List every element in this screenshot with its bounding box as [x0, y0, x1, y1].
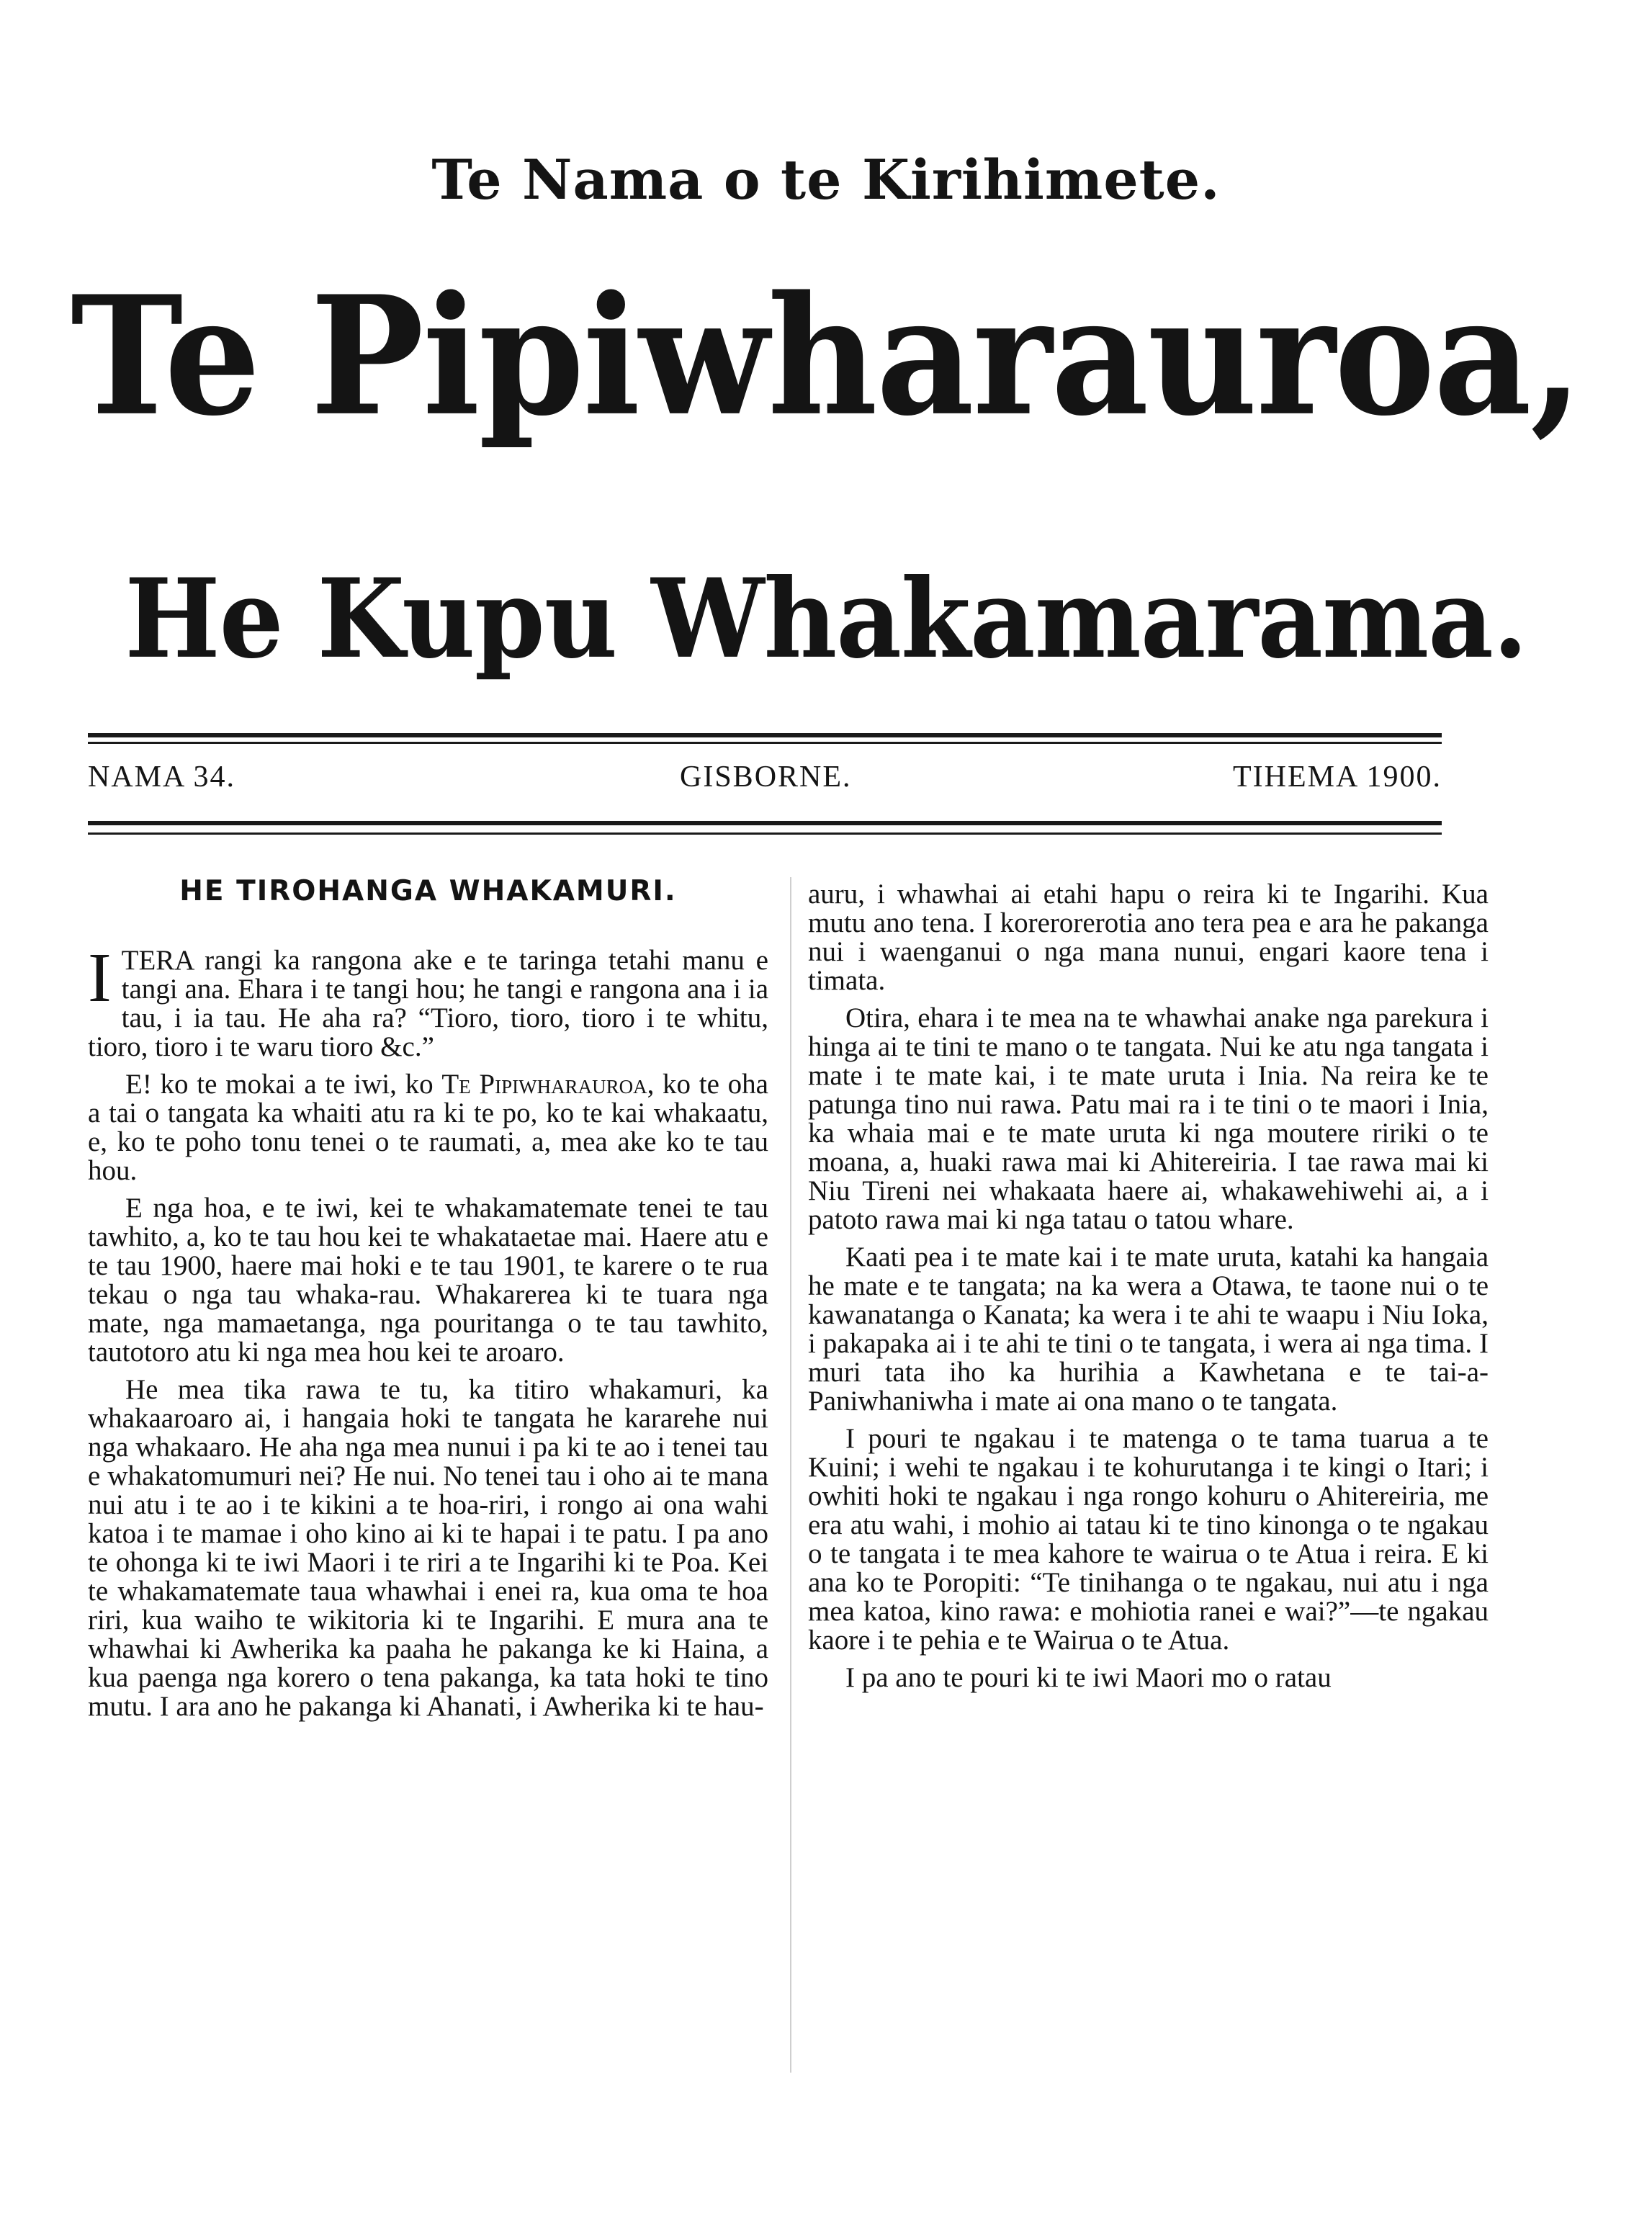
article-paragraph-4: He mea tika rawa te tu, ka titiro whakamuri, ka whakaaroaro ai, i hangaia hoki te tangata he kararehe nui nga whakaaro. He aha nga mea nunui i pa ki te ao i tenei tau e whakatomumuri nei? He nui. No tenei tau i oho ai te mana nui atu i te ao i te kikini a te hoa-riri, i rongo ai ona wahi katoa i te mamae i oho kino ai ki te hapai i te patu. I pa ano te ohonga ki te iwi Maori i te riri a te Ingarihi ki te Poa. Kei te whakamatemate taua whawhai i enei ra, kua oma te hoa riri, kua waiho te wikitoria ki te Ingarihi. E mura ana te whawhai ki Awherika ka paaha he pakanga ke ki Haina, a kua paenga nga korero o tena pakanga, ka tata hoki te tino mutu. I ara ano he pakanga ki Ahanati, i Awherika ki te hau-	[88, 1374, 768, 1722]
article-paragraph-4-continued: auru, i whawhai ai etahi hapu o reira ki te Ingarihi. Kua mutu ano tena. I korerorerotia ano tera pea e ara he pakanga nui i waenganui o nga mana nunui, engari kaore tena i timata.	[808, 879, 1489, 996]
article-paragraph-2: E! ko te mokai a te iwi, ko Te Pipiwharauroa, ko te oha a tai o tangata ka whaiti atu ra ki te po, ko te kai whakaatu, e, ko te poho tonu tenei o te raumati, a, mea ake ko te tau hou.	[88, 1069, 768, 1186]
bottom-rule-thick	[88, 821, 1442, 825]
article-paragraph-5: Otira, ehara i te mea na te whawhai anake nga parekura i hinga ai te tini te mano o te tangata. Nui ke atu nga tangata i mate i te mate kai, i te mate uruta i Inia. Na reira ke te patunga tino nui rawa. Patu mai ra i te tini o te maori i Inia, ka whaia mai e te mate uruta ki nga moutere ririki o te moana, a, huaki rawa mai ki Ahitereiria. I tae rawa mai ki Niu Tireni nei whakaata haere ai, whakawehiwehi ai, a i patoto rawa mai ki nga tatau o tatou whare.	[808, 1002, 1489, 1235]
article-heading: HE TIROHANGA WHAKAMURI.	[179, 875, 677, 907]
top-rule-thin	[88, 742, 1442, 744]
publication-place: GISBORNE.	[680, 760, 852, 794]
article-paragraph-6: Kaati pea i te mate kai i te mate uruta, katahi ka hangaia he mate e te tangata; na ka wera a Otawa, te taone nui o te kawanatanga o Kanata; ka wera i te ahi te waapu i Niu Ioka, i pakapaka ai i te ahi te tini o te tangata, i wera ai nga tima. I muri tata iho ka hurihia a Kawhetana e te tai-a-Paniwhaniwha i mate ai ona mano o te tangata.	[808, 1242, 1489, 1417]
newspaper-name-reference: Te Pipiwharauroa	[441, 1069, 647, 1100]
column-divider	[790, 877, 791, 2073]
article-column-left	[88, 877, 768, 1730]
article-paragraph-3: E nga hoa, e te iwi, kei te whakamatemate tenei te tau tawhito, a, ko te tau hou kei te whakataetae mai. Haere atu e te tau 1900, haere mai hoki e te tau 1901, te karere o te rua tekau o nga tau whaka-rau. Whakarerea ki te tuara nga mate, nga mamaetanga, nga pouritanga o te tau tawhito, tautotoro atu ki nga mea hou kei te aroaro.	[88, 1193, 768, 1368]
article-paragraph-8: I pa ano te pouri ki te iwi Maori mo o ratau	[845, 1662, 1332, 1693]
article-column-right	[808, 880, 1489, 1701]
top-rule-thick	[88, 733, 1442, 737]
issue-date: TIHEMA 1900.	[1233, 760, 1442, 794]
article-paragraph-7: I pouri te ngakau i te matenga o te tama tuarua a te Kuini; i wehi te ngakau i te kohurutanga i te kingi o Itari; i owhiti hoki te ngakau i nga rongo kohuru o Ahitereiria, me era atu wahi, i mohio ai tatau ki te tino kinonga o te ngakau o te tangata i te mea kahore te wairua o te Atua i reira. E ki ana ko te Poropiti: “Te tinihanga o te ngakau, nui atu i nga mea katoa, kino rawa: e mohiotia ranei e wai?”—te ngakau kaore i te pehia e te Wairua o te Atua.	[808, 1423, 1489, 1656]
drop-cap: I	[88, 939, 112, 1017]
issue-number: NAMA 34.	[88, 760, 236, 794]
masthead-subtitle: He Kupu Whakamarama.	[125, 555, 1527, 683]
masthead-title: Te Pipiwharauroa,	[71, 260, 1581, 452]
dateline	[88, 760, 1442, 803]
christmas-issue-title: Te Nama o te Kirihimete.	[431, 148, 1221, 212]
article-paragraph-1: ITERA rangi ka rangona ake e te taringa tetahi manu e tangi ana. Ehara i te tangi hou; he tangi e rangona ana i ia tau, i ia tau. He aha ra? “Tioro, tioro, tioro i te whitu, tioro, tioro i te waru tioro &c.”	[88, 939, 768, 1062]
bottom-rule-thin	[88, 832, 1442, 835]
